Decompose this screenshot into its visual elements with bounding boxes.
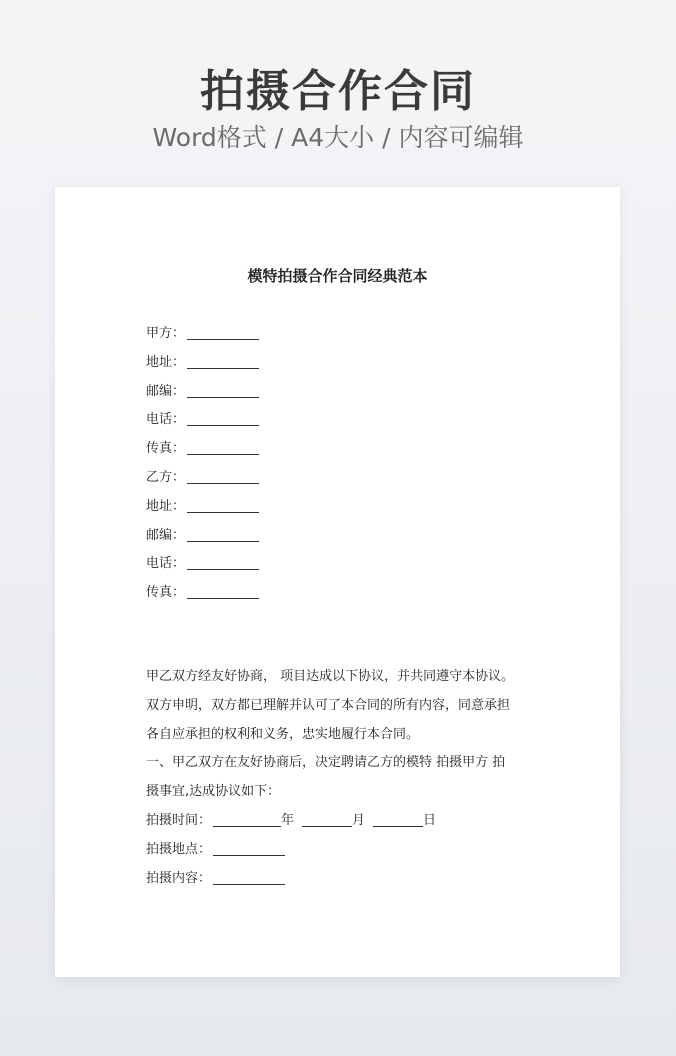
fill-blank[interactable] bbox=[213, 840, 285, 856]
field-label: 拍摄内容： bbox=[146, 870, 212, 886]
shoot-location-field bbox=[146, 840, 538, 869]
party-b-name-field bbox=[146, 468, 259, 497]
field-label: 乙方： bbox=[146, 469, 186, 485]
fill-blank[interactable] bbox=[187, 410, 259, 426]
month-label: 月 bbox=[352, 812, 366, 828]
shoot-content-field bbox=[146, 869, 538, 898]
field-label: 地址： bbox=[146, 354, 186, 370]
banner-title: 拍摄合作合同 bbox=[200, 66, 476, 117]
paragraph-declaration-line-1: 双方申明，双方都已理解并认可了本合同的所有内容，同意承担 bbox=[146, 697, 511, 713]
year-label: 年 bbox=[281, 812, 295, 828]
contract-body bbox=[146, 667, 538, 897]
fill-blank[interactable] bbox=[187, 468, 259, 484]
month-blank[interactable] bbox=[302, 811, 352, 827]
document-page bbox=[55, 187, 620, 977]
fill-blank[interactable] bbox=[213, 869, 285, 885]
party-a-fax-field bbox=[146, 439, 259, 468]
fill-blank[interactable] bbox=[187, 554, 259, 570]
paragraph-declaration-line-2: 各自应承担的权利和义务，忠实地履行本合同。 bbox=[146, 726, 420, 742]
year-blank[interactable] bbox=[213, 811, 281, 827]
field-label: 电话： bbox=[146, 556, 186, 572]
clause-one-line-2: 摄事宜,达成协议如下： bbox=[146, 784, 281, 800]
fill-blank[interactable] bbox=[187, 526, 259, 542]
fill-blank[interactable] bbox=[187, 439, 259, 455]
party-b-postcode-field bbox=[146, 526, 259, 555]
field-label: 地址： bbox=[146, 498, 186, 514]
party-a-phone-field bbox=[146, 410, 259, 439]
field-label: 拍摄地点： bbox=[146, 841, 212, 857]
field-label: 传真： bbox=[146, 441, 186, 457]
fill-blank[interactable] bbox=[187, 382, 259, 398]
document-title: 模特拍摄合作合同经典范本 bbox=[247, 267, 428, 285]
banner-subtitle: Word格式 / A4大小 / 内容可编辑 bbox=[152, 123, 524, 152]
clause-one-line-1: 一、甲乙双方在友好协商后，决定聘请乙方的模特 拍摄甲方 拍 bbox=[146, 755, 506, 771]
field-label: 电话： bbox=[146, 412, 186, 428]
fill-blank[interactable] bbox=[187, 583, 259, 599]
party-a-postcode-field bbox=[146, 382, 259, 411]
fill-blank[interactable] bbox=[187, 497, 259, 513]
party-b-fax-field bbox=[146, 583, 259, 612]
field-label: 拍摄时间： bbox=[146, 812, 212, 828]
field-label: 邮编： bbox=[146, 383, 186, 399]
day-blank[interactable] bbox=[373, 811, 423, 827]
paragraph-agreement: 甲乙双方经友好协商， 项目达成以下协议，并共同遵守本协议。 bbox=[146, 669, 515, 684]
party-a-name-field bbox=[146, 324, 259, 353]
field-label: 邮编： bbox=[146, 527, 186, 543]
field-label: 传真： bbox=[146, 585, 186, 601]
fill-blank[interactable] bbox=[187, 353, 259, 369]
day-label: 日 bbox=[423, 812, 437, 828]
party-b-phone-field bbox=[146, 554, 259, 583]
fill-blank[interactable] bbox=[187, 324, 259, 340]
shoot-time-field bbox=[146, 811, 538, 840]
field-label: 甲方： bbox=[146, 326, 186, 341]
party-info-fields bbox=[146, 324, 259, 612]
party-a-address-field bbox=[146, 353, 259, 382]
party-b-address-field bbox=[146, 497, 259, 526]
